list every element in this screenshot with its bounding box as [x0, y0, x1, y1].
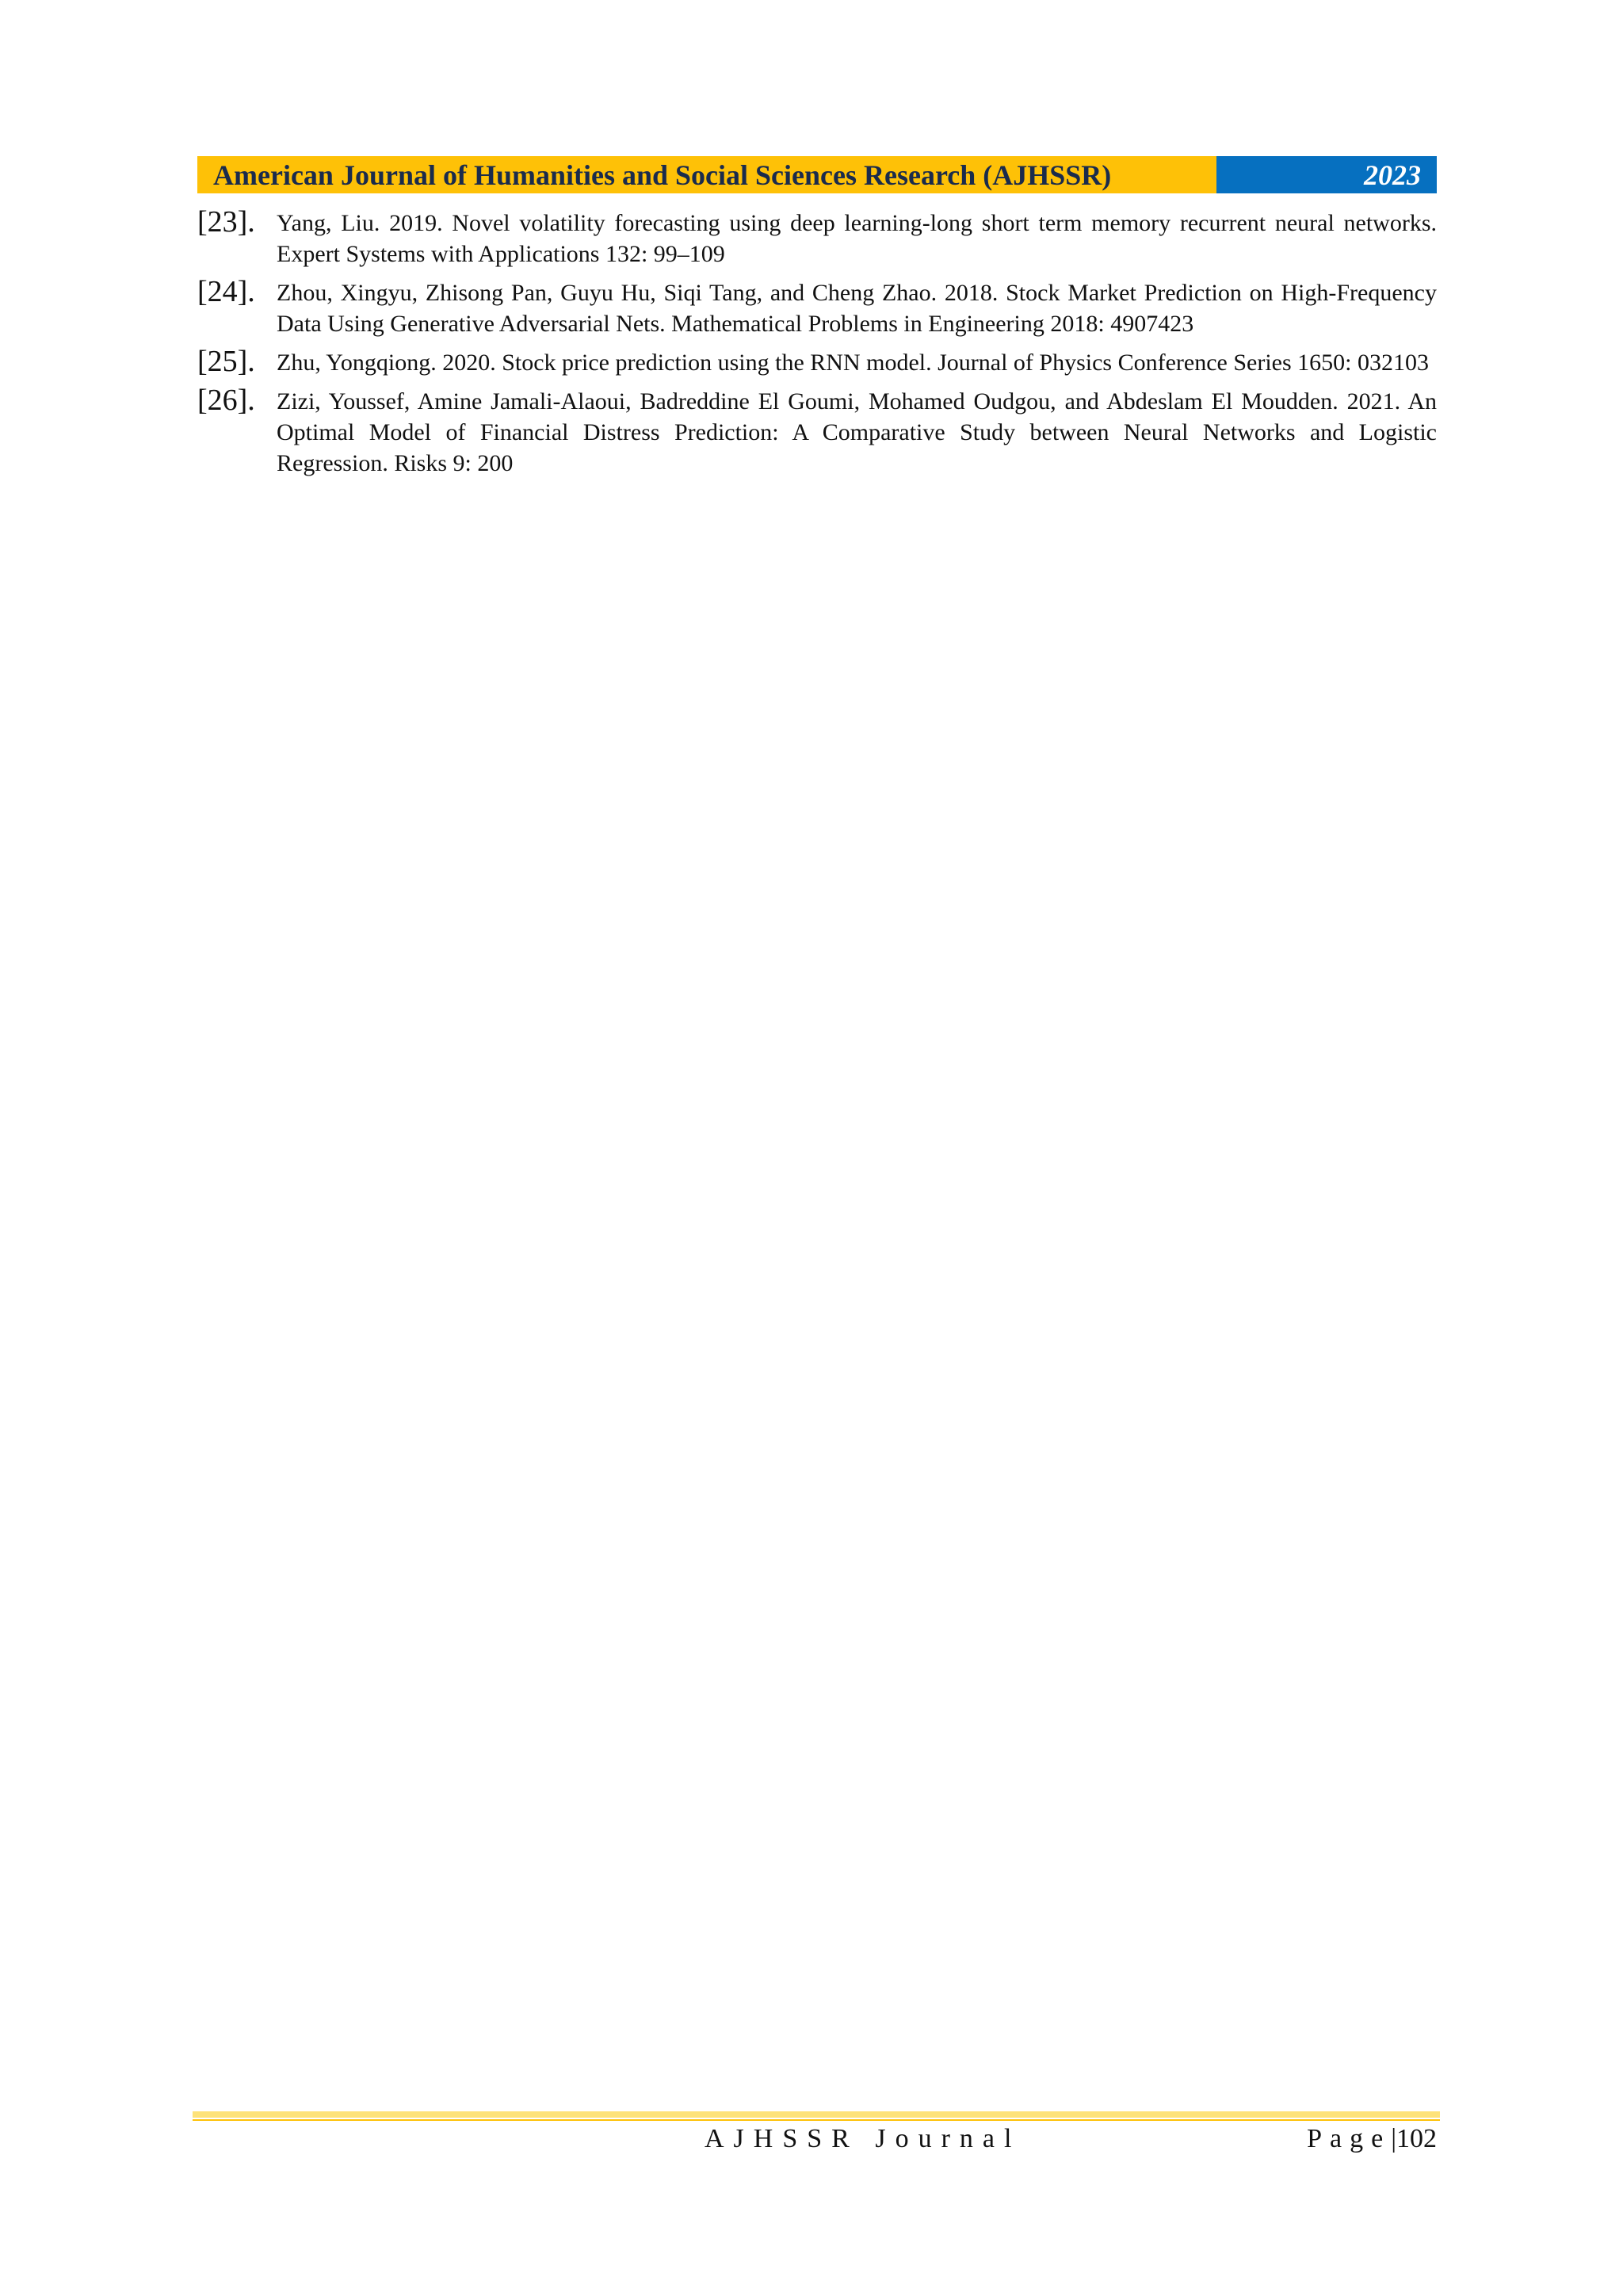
reference-text: Zhu, Yongqiong. 2020. Stock price prediction using the RNN model. Journal of Physics Conference Series 1650: 032103: [277, 350, 1430, 376]
reference-number: [26].: [197, 384, 255, 417]
reference-number: [23].: [197, 205, 255, 239]
footer-divider-thin: [193, 2119, 1440, 2121]
journal-title: American Journal of Humanities and Social Sciences Research (AJHSSR): [197, 156, 1216, 193]
reference-item: [197, 277, 1437, 339]
journal-header: [197, 156, 1437, 193]
reference-item: [197, 205, 1437, 269]
reference-list: [197, 205, 1437, 487]
reference-number: [24].: [197, 275, 255, 308]
footer-divider: [193, 2111, 1440, 2118]
footer-journal-name: AJHSSR Journal: [705, 2124, 1022, 2153]
reference-number: [25].: [197, 345, 255, 378]
footer-page-number: [1307, 2124, 1437, 2154]
reference-text: Yang, Liu. 2019. Novel volatility forecasting using deep learning-long short term memory recurrent neural networks. Expert Systems with Applications 132: 99–109: [277, 210, 1437, 267]
reference-item: [197, 347, 1437, 378]
page-number: |102: [1391, 2124, 1437, 2153]
reference-text: Zhou, Xingyu, Zhisong Pan, Guyu Hu, Siqi Tang, and Cheng Zhao. 2018. Stock Market Prediction on High-Frequency Data Using Generative Adversarial Nets. Mathematical Problems in Engineering 2018: 4907423: [277, 280, 1437, 337]
journal-year: 2023: [1216, 156, 1437, 193]
reference-text: Zizi, Youssef, Amine Jamali-Alaoui, Badreddine El Goumi, Mohamed Oudgou, and Abdeslam El Moudden. 2021. An Optimal Model of Financial Distress Prediction: A Comparative Study between Neural Networks and Logistic Regression. Risks 9: 200: [277, 388, 1437, 476]
page-label: Page: [1307, 2124, 1392, 2153]
reference-item: [197, 386, 1437, 479]
